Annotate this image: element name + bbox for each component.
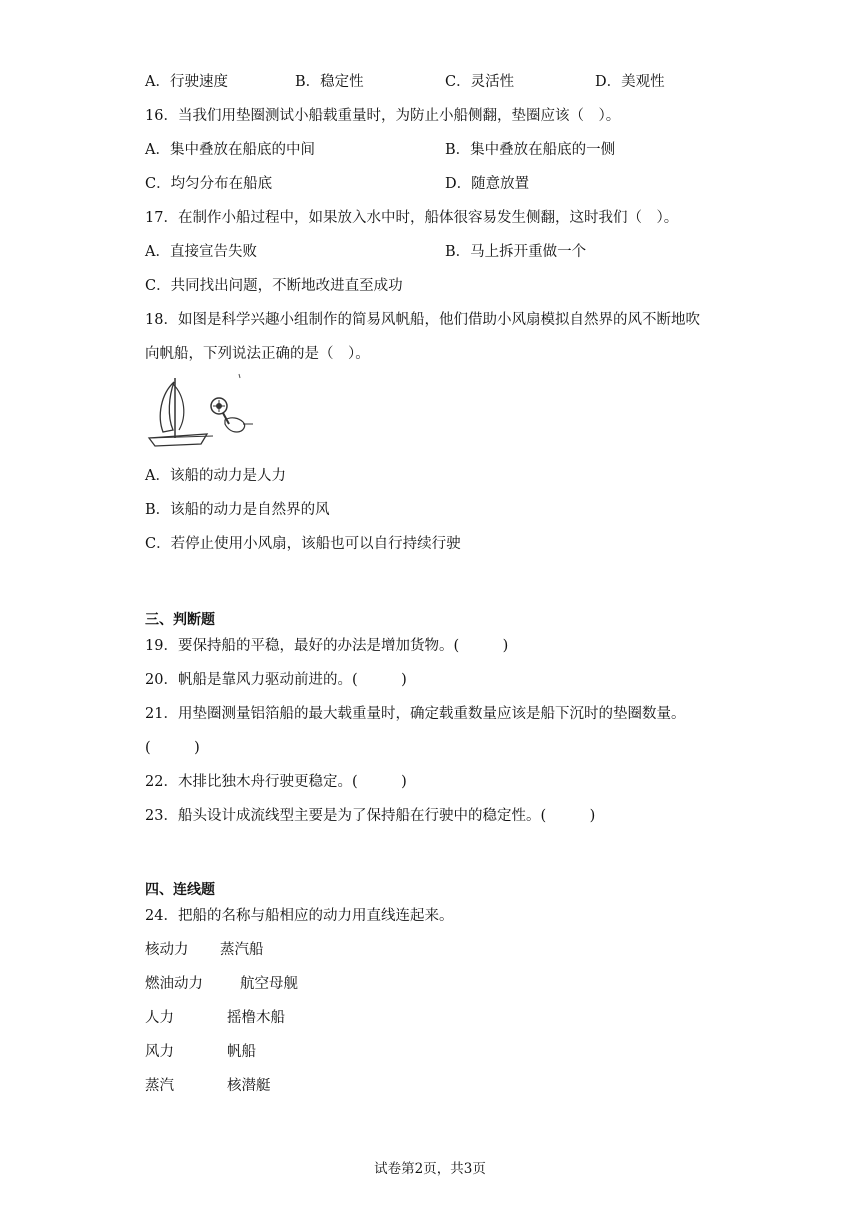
q15-options (145, 72, 725, 92)
q18-option-a: A．该船的动力是人力 (145, 468, 286, 484)
matching-row (145, 974, 545, 994)
q15-option-c: C．灵活性 (445, 74, 515, 90)
q18-option-b: B．该船的动力是自然界的风 (145, 502, 330, 518)
sailboat-fan-illustration (143, 372, 255, 454)
q17-stem: 17．在制作小船过程中，如果放入水中时，船体很容易发生侧翻，这时我们（ ）。 (145, 210, 679, 226)
q17-option-a: A．直接宣告失败 (145, 244, 257, 260)
ship-label: 摇橹木船 (227, 1010, 285, 1026)
ship-label: 航空母舰 (240, 976, 298, 992)
ship-label: 蒸汽船 (220, 942, 264, 958)
q15-option-b: B．稳定性 (295, 74, 364, 90)
q16-option-a: A．集中叠放在船底的中间 (145, 142, 315, 158)
q16-stem: 16．当我们用垫圈测试小船载重量时，为防止小船侧翻，垫圈应该（ ）。 (145, 108, 621, 124)
q16-options-row2 (145, 174, 725, 194)
q18-stem-line2: 向帆船，下列说法正确的是（ ）。 (145, 346, 370, 362)
q16-option-b: B．集中叠放在船底的一侧 (445, 142, 616, 158)
q17-option-b: B．马上拆开重做一个 (445, 244, 587, 260)
q23-item: 23．船头设计成流线型主要是为了保持船在行驶中的稳定性。( ) (145, 808, 596, 824)
power-label: 风力 (145, 1044, 174, 1060)
q18-option-c: C．若停止使用小风扇，该船也可以自行持续行驶 (145, 536, 461, 552)
q22-item: 22．木排比独木舟行驶更稳定。( ) (145, 774, 407, 790)
q16-options-row1 (145, 140, 725, 160)
q15-option-d: D．美观性 (595, 74, 665, 90)
matching-row (145, 1008, 545, 1028)
section4-heading: 四、连线题 (145, 882, 215, 898)
power-label: 燃油动力 (145, 976, 203, 992)
page-footer: 试卷第2页，共3页 (374, 1161, 486, 1177)
q21-answer-bracket: ( ) (145, 740, 200, 756)
q16-option-d: D．随意放置 (445, 176, 530, 192)
q17-option-c: C．共同找出问题，不断地改进直至成功 (145, 278, 403, 294)
q15-option-a: A．行驶速度 (145, 74, 228, 90)
ship-label: 核潜艇 (227, 1078, 271, 1094)
q17-options-row1 (145, 242, 725, 262)
q19-item: 19．要保持船的平稳，最好的办法是增加货物。( ) (145, 638, 509, 654)
q21-item: 21．用垫圈测量铝箔船的最大载重量时，确定载重数量应该是船下沉时的垫圈数量。 (145, 706, 686, 722)
matching-row (145, 1042, 545, 1062)
q24-stem: 24．把船的名称与船相应的动力用直线连起来。 (145, 908, 454, 924)
matching-row (145, 940, 545, 960)
power-label: 核动力 (145, 942, 189, 958)
q20-item: 20．帆船是靠风力驱动前进的。( ) (145, 672, 407, 688)
power-label: 蒸汽 (145, 1078, 174, 1094)
q18-stem-line1: 18．如图是科学兴趣小组制作的简易风帆船，他们借助小风扇模拟自然界的风不断地吹 (145, 312, 700, 328)
ship-label: 帆船 (227, 1044, 256, 1060)
q16-option-c: C．均匀分布在船底 (145, 176, 273, 192)
section3-heading: 三、判断题 (145, 612, 215, 628)
matching-row (145, 1076, 545, 1096)
power-label: 人力 (145, 1010, 174, 1026)
